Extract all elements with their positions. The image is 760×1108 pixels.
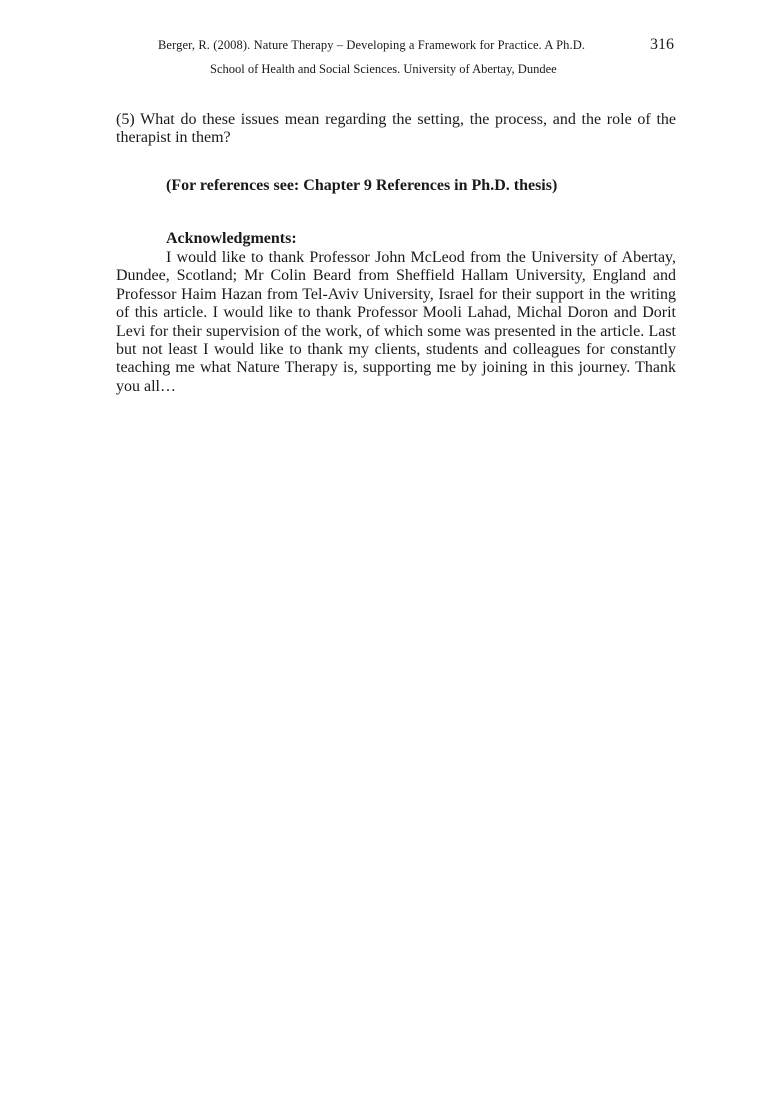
acknowledgments-paragraph: I would like to thank Professor John McLeod from the University of Abertay, Dundee, Scotland; Mr Colin Beard from Sheffield Hallam University, England and Professor Haim Hazan from Tel-Aviv University, Israel for their support in the writing of this article. I would like to thank Professor Mooli Lahad, Michal Doron and Dorit Levi for their supervision of the work, of which some was presented in the article. Last but not least I would like to thank my clients, students and colleagues for constantly teaching me what Nature Therapy is, supporting me by joining in this journey. Thank you all…: [116, 249, 676, 395]
running-header-citation: Berger, R. (2008). Nature Therapy – Developing a Framework for Practice. A Ph.D.: [158, 38, 586, 52]
page-number: 316: [650, 36, 674, 53]
references-note: (For references see: Chapter 9 References in Ph.D. thesis): [166, 177, 558, 194]
question-paragraph: (5) What do these issues mean regarding the setting, the process, and the role of the therapist in them?: [116, 111, 676, 147]
running-header-institution: School of Health and Social Sciences. University of Abertay, Dundee: [210, 62, 557, 76]
acknowledgments-heading: Acknowledgments:: [166, 230, 297, 247]
